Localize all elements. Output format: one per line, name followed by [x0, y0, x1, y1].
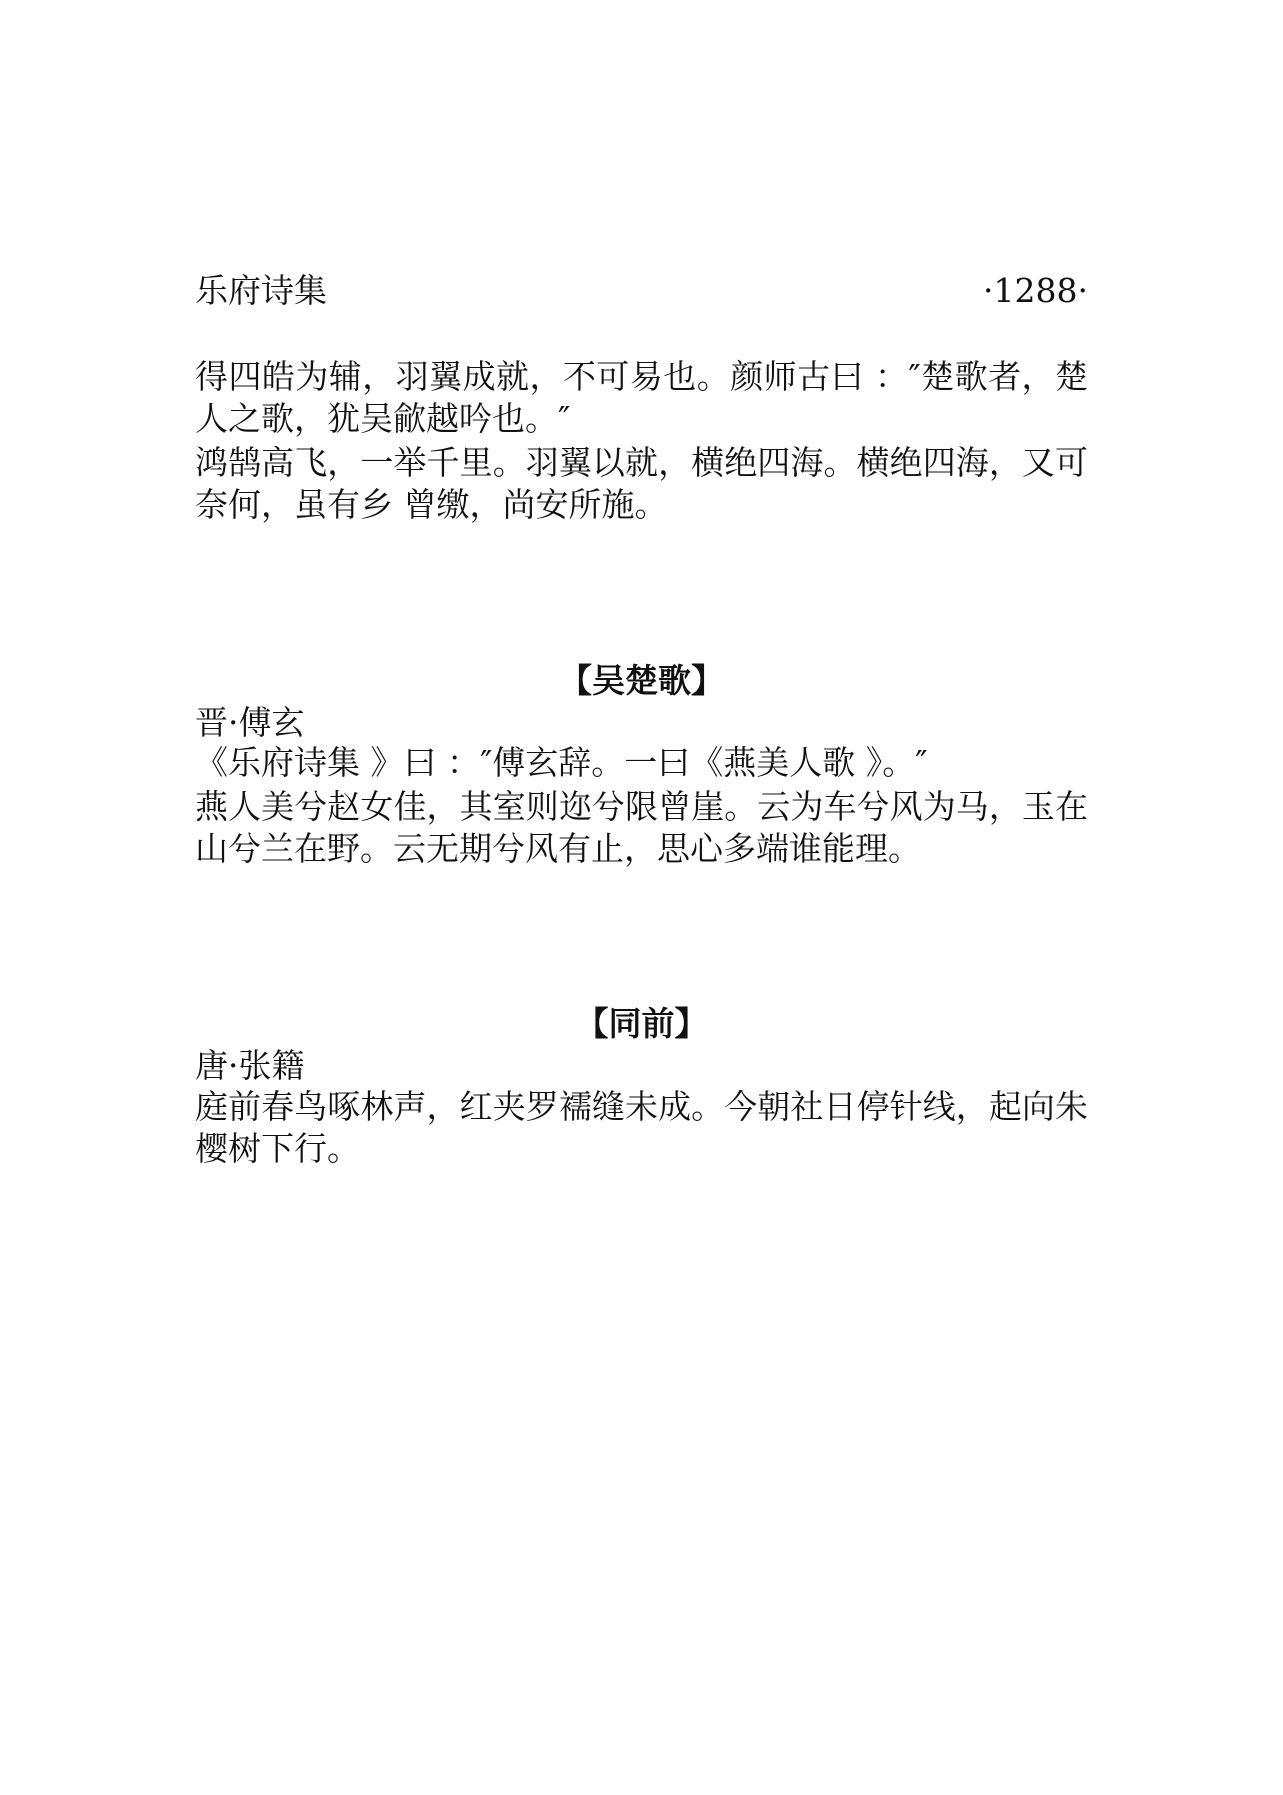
- poem-author: 晋·傅玄: [195, 703, 305, 742]
- page-number: ·1288·: [983, 271, 1088, 310]
- poem-text: 庭前春鸟啄林声，红夹罗襦缝未成。今朝社日停针线，起向朱樱树下行。: [195, 1087, 1088, 1168]
- section-title: 【吴楚歌】: [559, 661, 724, 700]
- body-paragraph: 《乐府诗集 》曰 ：″傅玄辞。一曰《燕美人歌 》。″: [195, 743, 928, 782]
- book-title: 乐府诗集: [195, 271, 327, 310]
- section-title: 【同前】: [575, 1004, 708, 1043]
- poem-text: 鸿鹄高飞，一举千里。羽翼以就，横绝四海。横绝四海，又可奈何，虽有乡 曾缴，尚安所施。: [195, 443, 1088, 524]
- page-header: [195, 266, 1088, 316]
- poem-text: 燕人美兮赵女佳，其室则迩兮限曾崖。云为车兮风为马，玉在山兮兰在野。云无期兮风有止，思心多端谁能理。: [195, 787, 1088, 868]
- poem-author: 唐·张籍: [195, 1046, 305, 1085]
- body-paragraph: 得四皓为辅，羽翼成就，不可易也。颜师古曰 ：″楚歌者，楚人之歌，犹吴歈越吟也。″: [195, 357, 1088, 438]
